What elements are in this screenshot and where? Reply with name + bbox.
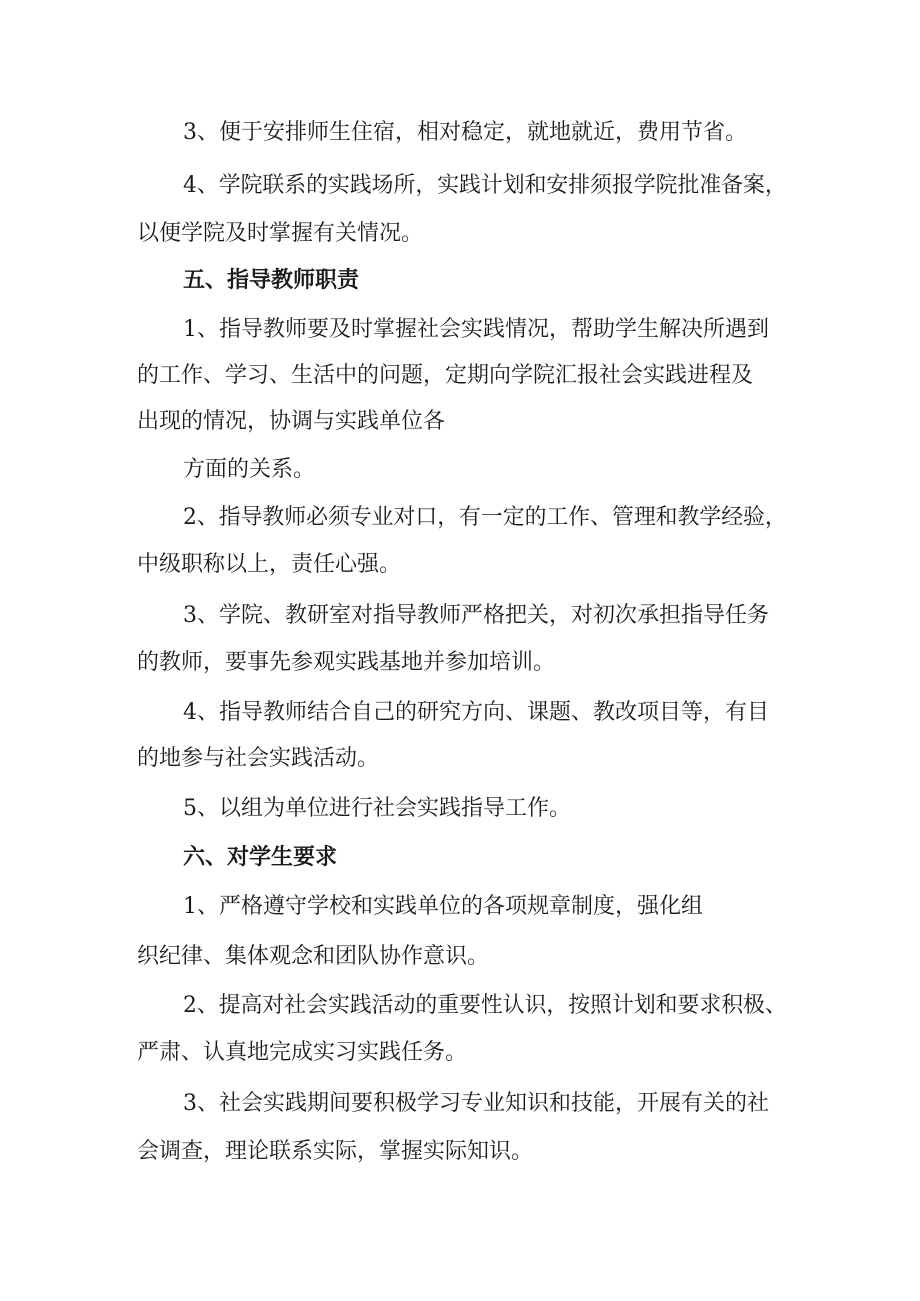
paragraph-line: 1、严格遵守学校和实践单位的各项规章制度，强化组 — [183, 894, 703, 919]
paragraph-line: 4、指导教师结合自己的研究方向、课题、教改项目等，有目 — [183, 700, 769, 725]
paragraph-line: 严肃、认真地完成实习实践任务。 — [137, 1040, 468, 1065]
paragraph-line: 1、指导教师要及时掌握社会实践情况，帮助学生解决所遇到 — [183, 317, 769, 342]
paragraph-line: 中级职称以上，责任心强。 — [137, 552, 402, 577]
paragraph-line: 方面的关系。 — [183, 457, 316, 482]
paragraph-line: 以便学院及时掌握有关情况。 — [137, 221, 424, 246]
paragraph-line: 3、社会实践期间要积极学习专业知识和技能，开展有关的社 — [183, 1091, 769, 1116]
paragraph-line: 的工作、学习、生活中的问题，定期向学院汇报社会实践进程及 — [137, 363, 754, 388]
paragraph-line — [183, 171, 787, 201]
paragraph-line: 的教师，要事先参观实践基地并参加培训。 — [137, 650, 556, 675]
paragraph-line: 的地参与社会实践活动。 — [137, 746, 380, 771]
paragraph-line: 2、指导教师必须专业对口，有一定的工作、管理和教学经验， — [183, 505, 787, 530]
paragraph-line: 会调查，理论联系实际，掌握实际知识。 — [137, 1139, 534, 1164]
paragraph-line: 3、学院、教研室对指导教师严格把关，对初次承担指导任务 — [183, 603, 769, 628]
section-heading: 五、指导教师职责 — [183, 268, 360, 293]
paragraph-line: 出现的情况，协调与实践单位各 — [137, 409, 446, 434]
paragraph-line: 3、便于安排师生住宿，相对稳定，就地就近，费用节省。 — [183, 120, 747, 145]
paragraph-line: 2、提高对社会实践活动的重要性认识，按照计划和要求积极、 — [183, 993, 787, 1018]
paragraph-line-text: 4、学院联系的实践场所，实践计划和安排须报学院批准备案， — [183, 173, 787, 198]
paragraph-line: 5、以组为单位进行社会实践指导工作。 — [183, 796, 571, 821]
section-heading: 六、对学生要求 — [183, 845, 338, 870]
paragraph-line: 织纪律、集体观念和团队协作意识。 — [137, 944, 490, 969]
